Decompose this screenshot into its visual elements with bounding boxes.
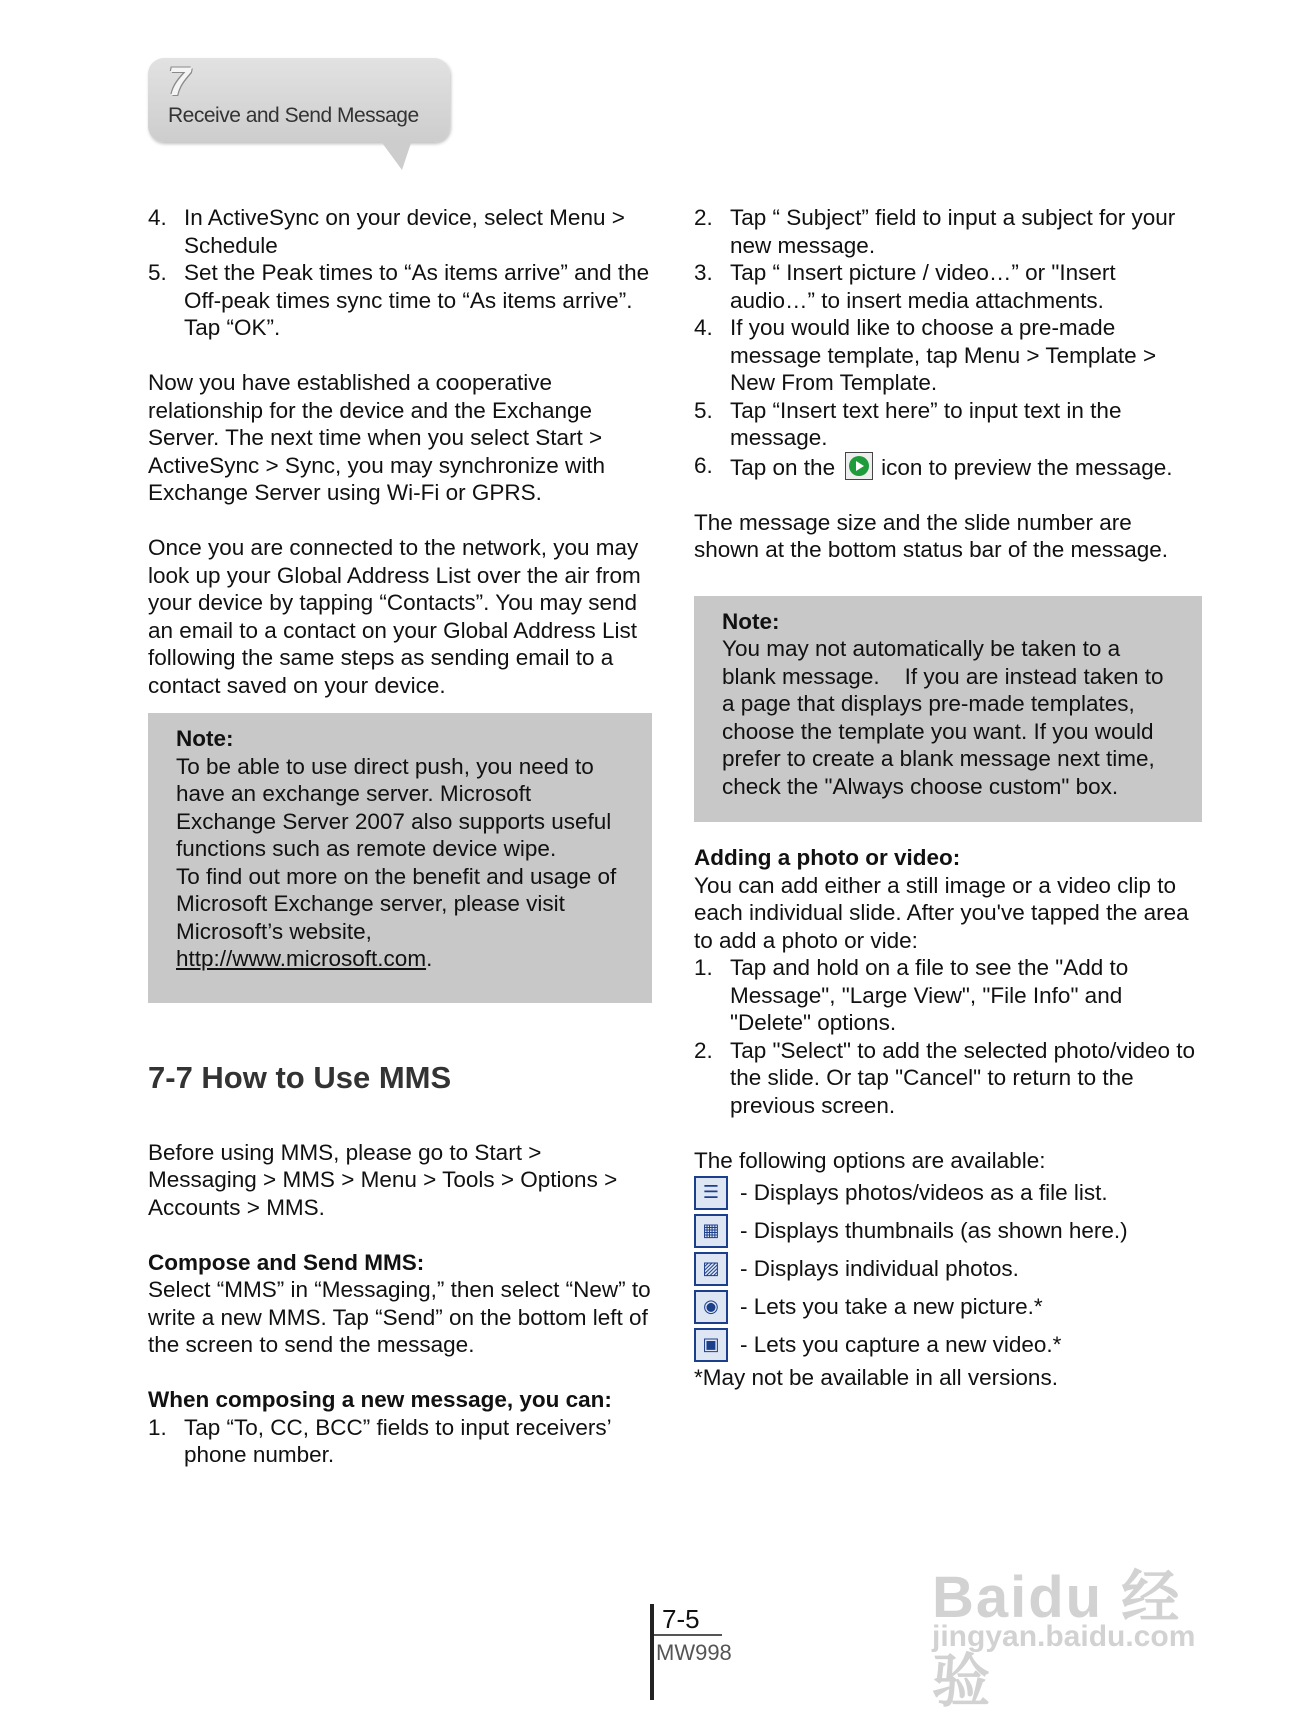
options-intro: The following options are available: (694, 1147, 1046, 1173)
list-item: 4. If you would like to choose a pre-made message template, tap Menu > Template > New From Template. (694, 315, 1157, 395)
photo-text: You can add either a still image or a video clip to each individual slide. After you've tapped the area to add a photo or vide: (694, 872, 1189, 953)
option-capture-video: ▣ - Lets you capture a new video.* (694, 1326, 1202, 1364)
option-take-picture: ◉ - Lets you take a new picture.* (694, 1288, 1202, 1326)
photo-heading: Adding a photo or video: (694, 845, 961, 870)
note-title: Note: (722, 608, 780, 634)
play-icon (845, 452, 873, 480)
compose-steps (148, 1414, 652, 1469)
microsoft-link[interactable]: http://www.microsoft.com (176, 946, 427, 971)
options-list (694, 1174, 1202, 1364)
page-number: 7-5 (662, 1604, 700, 1634)
photo-steps (694, 954, 1202, 1119)
option-thumbnails: ▦ - Displays thumbnails (as shown here.) (694, 1212, 1202, 1250)
paragraph-exchange: Now you have established a cooperative relationship for the device and the Exchange Server. The next time when you select Start > ActiveSync > Sync, you may synchronize with Exchange Server using Wi-Fi or GPRS. (148, 370, 606, 505)
note-text: To find out more on the benefit and usage of Microsoft Exchange server, please visit Microsoft’s website, http://www.microsoft.com. (176, 863, 617, 971)
paragraph-status-bar: The message size and the slide number are shown at the bottom status bar of the message. (694, 509, 1169, 562)
note-text: To be able to use direct push, you need to have an exchange server. Microsoft Exchange Server 2007 also supports useful functions such as remote device wipe. (176, 753, 612, 861)
model-name: MW998 (656, 1640, 732, 1665)
watermark-url: jingyan.baidu.com (932, 1620, 1196, 1653)
list-item: 1. Tap and hold on a file to see the "Add to Message", "Large View", "File Info" and "Delete" options. (694, 955, 1129, 1035)
list-item: 5. Tap “Insert text here” to input text in the message. (694, 397, 1122, 450)
video-camera-icon[interactable]: ▣ (694, 1328, 728, 1362)
chapter-title: Receive and Send Message (168, 104, 419, 127)
file-list-icon[interactable]: ☰ (694, 1176, 728, 1210)
compose-steps-continued (694, 204, 1202, 481)
right-column (694, 204, 1202, 1392)
list-item: 4. In ActiveSync on your device, select Menu > Schedule (148, 205, 625, 258)
list-item: 2. Tap "Select" to add the selected photo/video to the slide. Or tap "Cancel" to return to the previous screen. (694, 1037, 1196, 1118)
photo-icon[interactable]: ▨ (694, 1252, 728, 1286)
watermark (920, 1540, 1230, 1714)
paragraph-contacts: Once you are connected to the network, you may look up your Global Address List over the air from your device by tapping “Contacts”. You may send an email to a contact on your Global Address List following the same steps as sending email to a contact saved on your device. (148, 535, 641, 698)
option-individual-photo: ▨ - Displays individual photos. (694, 1250, 1202, 1288)
camera-icon[interactable]: ◉ (694, 1290, 728, 1324)
compose-text: Select “MMS” in “Messaging,” then select “New” to write a new MMS. Tap “Send” on the bottom left of the screen to send the message. (148, 1277, 651, 1357)
watermark-logo: Baidu 经验 (932, 1565, 1182, 1714)
list-item: 2. Tap “ Subject” field to input a subject for your new message. (694, 205, 1176, 258)
list-item: 5. Set the Peak times to “As items arrive” and the Off-peak times sync time to “As items arrive”. Tap “OK”. (148, 260, 650, 340)
left-column (148, 204, 652, 1469)
chapter-tab (148, 58, 450, 142)
thumbnails-icon[interactable]: ▦ (694, 1214, 728, 1248)
footnote: *May not be available in all versions. (694, 1365, 1058, 1390)
note-title: Note: (176, 726, 234, 751)
list-item: 1. Tap “To, CC, BCC” fields to input receivers’ phone number. (148, 1414, 611, 1467)
activesync-steps (148, 204, 652, 342)
footer-bar (650, 1604, 654, 1700)
note-box-direct-push (148, 713, 652, 1003)
when-composing-heading: When composing a new message, you can: (148, 1387, 612, 1412)
paragraph-mms-setup: Before using MMS, please go to Start > Messaging > MMS > Menu > Tools > Options > Accounts > MMS. (148, 1139, 618, 1220)
note-box-templates (694, 596, 1202, 823)
chapter-tab-tail (380, 140, 412, 170)
list-item: 6. Tap on the icon to preview the message. (694, 452, 1173, 480)
chapter-number: 7 (168, 60, 191, 104)
list-item: 3. Tap “ Insert picture / video…” or "Insert audio…” to insert media attachments. (694, 260, 1116, 313)
option-file-list: ☰ - Displays photos/videos as a file list. (694, 1174, 1202, 1212)
section-heading: 7-7 How to Use MMS (148, 1059, 452, 1095)
compose-heading: Compose and Send MMS: (148, 1249, 425, 1275)
note-text: You may not automatically be taken to a blank message. If you are instead taken to a page that displays pre-made templates, choose the template you want. If you would prefer to create a blank message next time, check the "Always choose custom" box. (722, 636, 1170, 799)
